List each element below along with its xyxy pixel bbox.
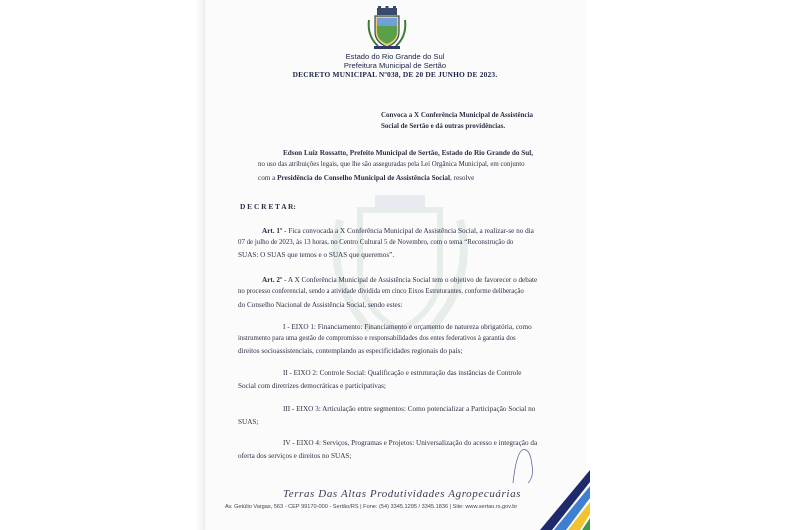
summary-line-2: Social de Sertão e dá outras providências. <box>381 122 506 130</box>
art2-line-3: do Conselho Nacional de Assistência Social, sendo estes: <box>238 301 403 309</box>
page-edge-shadow <box>195 0 205 530</box>
state-name: Estado do Rio Grande do Sul <box>345 52 445 61</box>
eixo1-line-2: instrumento para uma gestão de compromisso e responsabilidades dos entes federativos à garantia dos <box>238 335 516 342</box>
art1-line-3: SUAS: O SUAS que temos e o SUAS que queremos”. <box>238 251 395 259</box>
art2-line-1: Art. 2º - A X Conferência Municipal de Assistência Social tem o objetivo de favorecer o debate <box>262 276 538 284</box>
eixo3-line-2: SUAS; <box>238 418 259 426</box>
decorative-stripes-icon <box>500 440 590 530</box>
coat-of-arms-watermark-icon <box>320 190 480 340</box>
art1-line-2: 07 de julho de 2023, às 13 horas, no Centro Cultural 5 de Novembro, com o tema “Reconstrução do <box>238 239 514 246</box>
art1-line-1: Art. 1º - Fica convocada a X Conferência Municipal de Assistência Social, a realizar-se no dia <box>262 227 534 235</box>
prefecture-name: Prefeitura Municipal de Sertão <box>343 61 447 70</box>
municipal-coat-of-arms-icon <box>366 6 408 50</box>
eixo3-line-1: III - EIXO 3: Articulação entre segmentos: Como potencializar a Participação Social no <box>283 405 536 413</box>
footer-address: Av. Getúlio Vargas, 563 - CEP 99170-000 - Sertão/RS | Fone: (54) 3345.1295 / 3345.1836 | Site: www.sertao.rs.gov.br <box>225 504 518 510</box>
decree-title: DECRETO MUNICIPAL Nº038, DE 20 DE JUNHO DE 2023. <box>292 70 498 79</box>
preamble-line-3: com a Presidência do Conselho Municipal de Assistência Social, resolve <box>258 174 475 182</box>
eixo1-line-3: direitos socioassistenciais, contemplando as especificidades regionais do país; <box>238 347 463 355</box>
preamble-line-1: Edson Luiz Rossatto, Prefeito Municipal de Sertão, Estado do Rio Grande do Sul, <box>283 149 534 157</box>
eixo2-line-2: Social com diretrizes democráticas e participativas; <box>238 382 386 390</box>
eixo4-line-1: IV - EIXO 4: Serviços, Programas e Projetos: Universalização do acesso e integração da <box>283 439 538 447</box>
preamble-line-2: no uso das atribuições legais, que lhe são asseguradas pela Lei Orgânica Municipal, em conjunto <box>258 161 525 168</box>
art2-line-2: no processo conferencial, sendo a atividade dividida em cinco Eixos Estruturantes, conforme deliberação <box>238 288 524 295</box>
eixo4-line-2: oferta dos serviços e direitos no SUAS; <box>238 452 352 460</box>
eixo2-line-1: II - EIXO 2: Controle Social: Qualificação e estruturação das instâncias de Controle <box>283 369 522 377</box>
summary-line-1: Convoca a X Conferência Municipal de Assistência <box>381 111 534 119</box>
eixo1-line-1: I - EIXO 1: Financiamento: Financiamento e orçamento de natureza obrigatória, como <box>283 323 532 331</box>
footer-motto: Terras Das Altas Produtividades Agropecuárias <box>283 488 522 500</box>
decretar-heading: D E C R E T A R: <box>240 202 296 211</box>
